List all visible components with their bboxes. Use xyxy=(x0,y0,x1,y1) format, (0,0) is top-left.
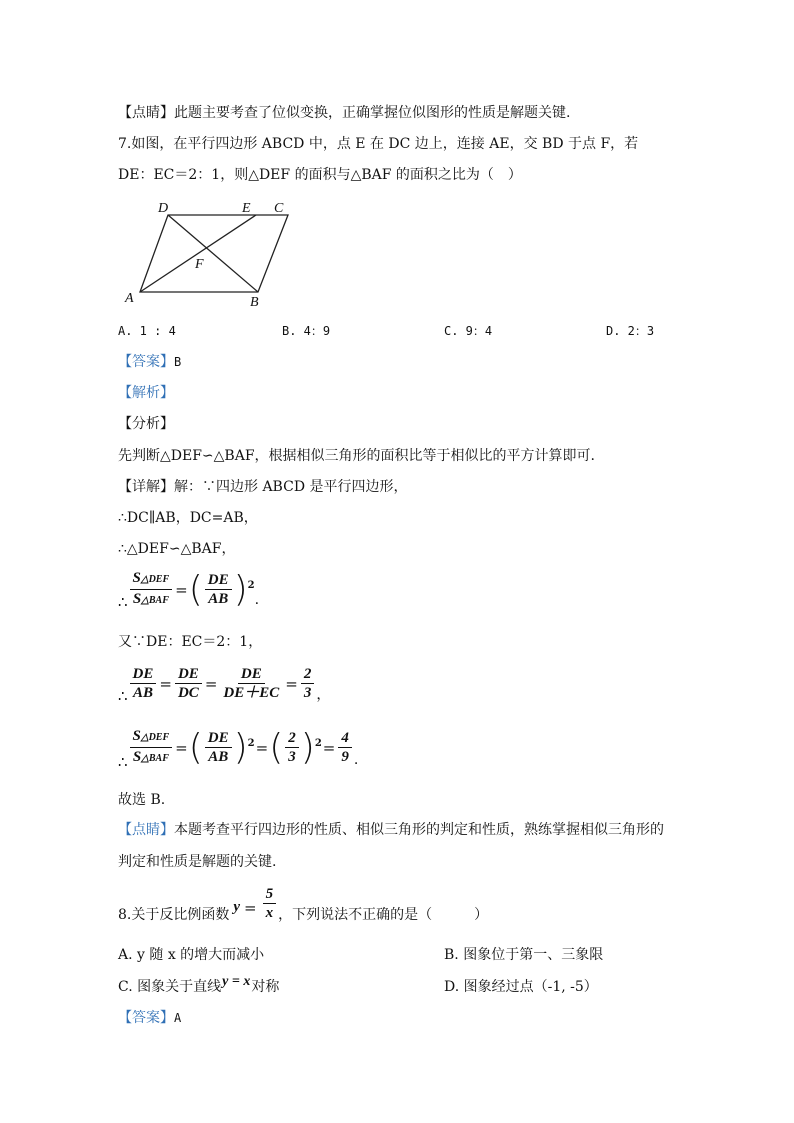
diagonal-db xyxy=(168,215,258,292)
q8-stem-prefix: 8.关于反比例函数 xyxy=(118,906,230,923)
label-b: B xyxy=(250,295,259,310)
parallelogram-abcd xyxy=(140,215,288,292)
intro-point xyxy=(118,103,570,123)
q8-answer-value: A xyxy=(174,1011,182,1025)
intro-point-text: 此题主要考查了位似变换，正确掌握位似图形的性质是解题关键. xyxy=(174,105,571,121)
q7-detail-3: ∴△DEF∽△BAF， xyxy=(118,541,236,557)
q7-detail-4: 又∵DE：EC＝2：1， xyxy=(118,634,263,650)
q7-option-b: B. 4：9 xyxy=(282,324,331,338)
q8-answer xyxy=(118,1008,181,1028)
q7-answer-value: B xyxy=(174,355,182,369)
q8-option-d: D. 图象经过点（-1, -5） xyxy=(444,979,598,995)
q7-point-line2: 判定和性质是解题的关键. xyxy=(118,854,277,870)
q7-answer xyxy=(118,352,181,372)
q7-analysis: 先判断△DEF∽△BAF，根据相似三角形的面积比等于相似比的平方计算即可. xyxy=(118,448,595,464)
q8-stem-suffix: ，下列说法不正确的是（ ） xyxy=(278,906,489,923)
q7-stem-line2: DE：EC＝2：1，则△DEF 的面积与△BAF 的面积之比为（ ） xyxy=(118,167,522,183)
label-f: F xyxy=(195,257,204,272)
label-a: A xyxy=(125,291,134,306)
q7-detail-1-text: 解：∵四边形 ABCD 是平行四边形， xyxy=(174,479,408,495)
q7-detail-2: ∴DC∥AB，DC=AB， xyxy=(118,510,258,526)
label-e: E xyxy=(242,201,251,216)
q7-jiexi: 【解析】 xyxy=(118,385,174,401)
q8-answer-tag: 【答案】 xyxy=(118,1010,174,1026)
q7-formula-2: ∴ $\frac{DE}{AB}$ = $\frac{DE}{DC}$ = $\frac{DE}{DE+EC}$ = $\frac{2}{3}$ ， xyxy=(118,666,331,705)
q7-point-tag: 【点睛】 xyxy=(118,822,174,838)
q7-option-a: A. 1 : 4 xyxy=(118,324,176,338)
segment-ae xyxy=(140,215,256,292)
area-ratio-fraction: $\frac{\text{S△DEF}}{\text{S△BAF}}$ xyxy=(130,570,173,609)
q7-option-c: C. 9：4 xyxy=(444,324,493,338)
q8-option-b: B. 图象位于第一、三象限 xyxy=(444,947,604,963)
q7-formula-1: ∴ $\frac{\text{S△DEF}}{\text{S△BAF}}$ = ( $\frac{DE}{AB}$ ) 2 . xyxy=(118,568,260,611)
q7-detail-1 xyxy=(118,477,408,497)
q7-fenxi: 【分析】 xyxy=(118,416,174,432)
q7-point-line1: 【点睛】本题考查平行四边形的性质、相似三角形的判定和性质，熟练掌握相似三角形的 xyxy=(118,822,664,838)
q7-answer-tag: 【答案】 xyxy=(118,354,174,370)
q7-formula-3: ∴ $\frac{\text{S△DEF}}{\text{S△BAF}}$ = ( $\frac{DE}{AB}$ ) 2 = ( $\frac{2}{3}$ ) 2 = $\frac{4}{9}$ . xyxy=(118,726,359,771)
q7-conclusion: 故选 B. xyxy=(118,792,166,808)
q7-detail-tag: 【详解】 xyxy=(118,479,174,495)
therefore-symbol: ∴ xyxy=(118,592,128,611)
q7-parallelogram-figure xyxy=(118,198,298,310)
q7-option-d: D. 2：3 xyxy=(606,324,655,338)
label-d: D xyxy=(158,201,169,216)
q8-option-c: C. 图象关于直线y = x对称 xyxy=(118,974,280,995)
label-c: C xyxy=(274,201,284,216)
intro-point-tag: 【点睛】 xyxy=(118,105,174,121)
q7-stem-line1: 7.如图，在平行四边形 ABCD 中，点 E 在 DC 边上，连接 AE，交 BD 于点 F，若 xyxy=(118,136,639,152)
q8-option-a: A. y 随 x 的增大而减小 xyxy=(118,947,265,963)
q8-stem: 8.关于反比例函数 y = $\frac{5}{x}$ ，下列说法不正确的是（ ） xyxy=(118,886,489,923)
de-ab-fraction: $\frac{DE}{AB}$ xyxy=(205,572,232,607)
